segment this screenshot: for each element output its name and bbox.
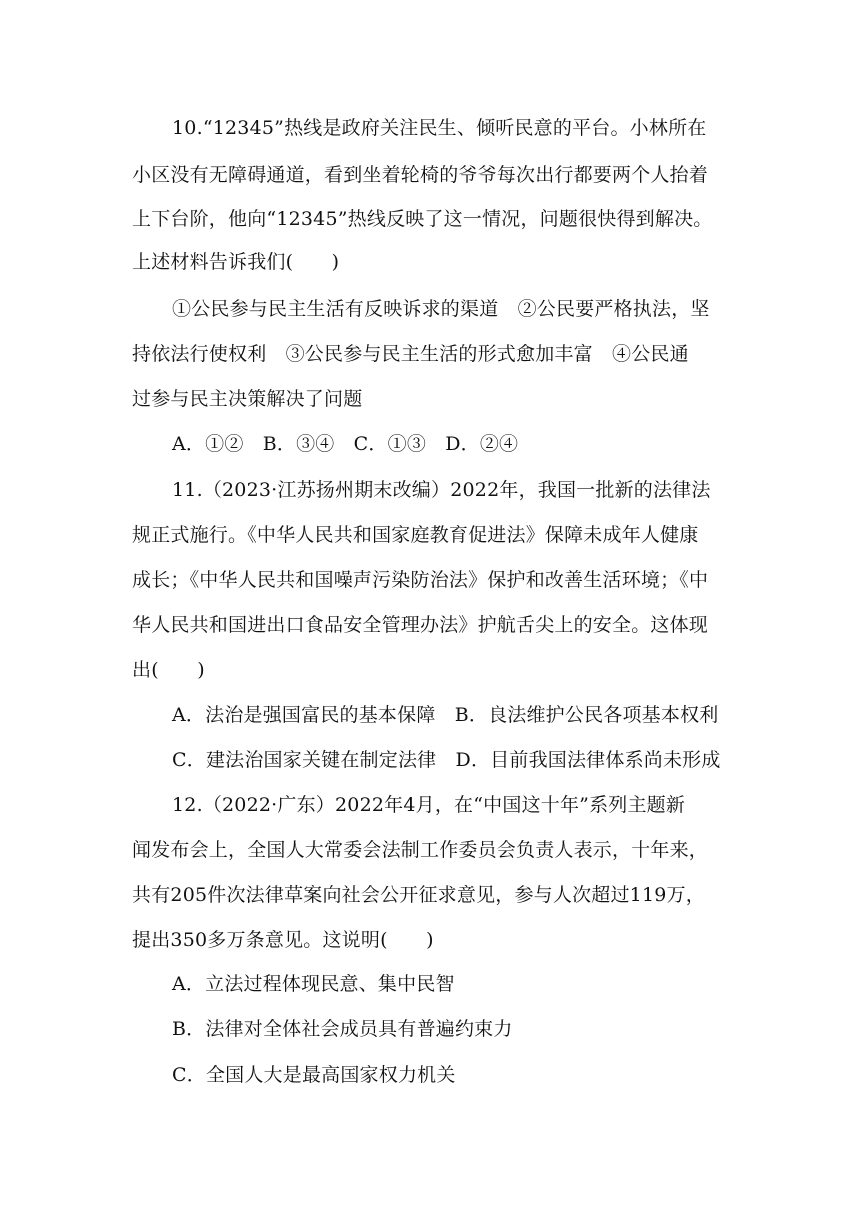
q10-stem-line-1: 10.“12345”热线是政府关注民生、倾听民意的平台。小林所在 xyxy=(172,117,707,139)
q11-option-line-1: A．法治是强国富民的基本保障 B．良法维护公民各项基本权利 xyxy=(172,704,719,726)
q12-stem-line-1: 12.（2022·广东）2022年4月，在“中国这十年”系列主题新 xyxy=(172,794,686,816)
q10-stem-line-2: 小区没有无障碍通道，看到坐着轮椅的爷爷每次出行都要两个人抬着 xyxy=(132,164,709,186)
q10-statement-line-1: ①公民参与民主生活有反映诉求的渠道 ②公民要严格执法，坚 xyxy=(172,298,710,320)
q10-stem-line-4: 上述材料告诉我们( ) xyxy=(132,251,340,273)
q11-stem-line-4: 华人民共和国进出口食品安全管理办法》护航舌尖上的安全。这体现 xyxy=(132,614,709,636)
q12-option-b: B．法律对全体社会成员具有普遍约束力 xyxy=(172,1018,513,1040)
q10-statement-line-2: 持依法行使权利 ③公民参与民主生活的形式愈加丰富 ④公民通 xyxy=(132,343,689,365)
q11-option-line-2: C．建法治国家关键在制定法律 D．目前我国法律体系尚未形成 xyxy=(172,749,721,771)
q12-option-c: C．全国人大是最高国家权力机关 xyxy=(172,1064,456,1086)
q12-option-a: A．立法过程体现民意、集中民智 xyxy=(172,973,455,995)
q11-stem-line-3: 成长；《中华人民共和国噪声污染防治法》保护和改善生活环境；《中 xyxy=(132,569,709,591)
q10-statement-line-3: 过参与民主决策解决了问题 xyxy=(132,388,363,410)
q12-stem-line-3: 共有205件次法律草案向社会公开征求意见，参与人次超过119万， xyxy=(132,884,705,906)
q12-stem-line-2: 闻发布会上，全国人大常委会法制工作委员会负责人表示，十年来， xyxy=(132,839,709,861)
q11-stem-line-5: 出( ) xyxy=(132,659,205,681)
q10-stem-line-3: 上下台阶，他向“12345”热线反映了这一情况，问题很快得到解决。 xyxy=(132,208,713,230)
q11-stem-line-1: 11.（2023·江苏扬州期末改编）2022年，我国一批新的法律法 xyxy=(172,479,711,501)
q10-options: A．①② B．③④ C．①③ D．②④ xyxy=(172,433,519,455)
q12-stem-line-4: 提出350多万条意见。这说明( ) xyxy=(132,929,434,951)
q11-stem-line-2: 规正式施行。《中华人民共和国家庭教育促进法》保障未成年人健康 xyxy=(132,524,699,546)
